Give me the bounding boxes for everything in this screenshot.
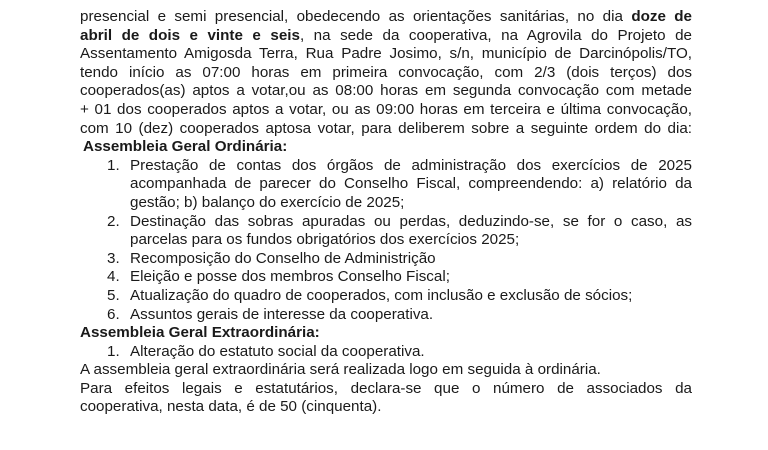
agenda-item-1-cont2: gestão; b) balanço do exercício de 2025; [130,193,405,211]
agenda-item-1-cont: acompanhada de parecer do Conselho Fiscal, compreendendo: a) relatório da [130,175,692,193]
extraordinaria-heading: Assembleia Geral Extraordinária: [80,324,320,342]
item-number: 6. [107,305,120,323]
intro-line-3: Assentamento Amigosda Terra, Rua Padre Josimo, s/n, município de Darcinópolis/TO, [80,45,692,63]
item-number: 4. [107,268,120,286]
intro-line-4: tendo início as 07:00 horas em primeira convocação, com 2/3 (dois terços) dos [80,63,692,81]
item-number: 1. [107,342,120,360]
agenda-item-3: 3. Recomposição do Conselho de Administrição [107,249,436,267]
item-number: 1. [107,156,120,174]
intro-line-7: com 10 (dez) cooperados aptosa votar, para deliberem sobre a seguinte ordem do dia: [80,119,692,137]
agenda-item-4: 4. Eleição e posse dos membros Conselho Fiscal; [107,268,450,286]
intro-line-5: cooperados(as) aptos a votar,ou as 08:00 horas em segunda convocação com metade [80,82,692,100]
closing-line-1: A assembleia geral extraordinária será realizada logo em seguida à ordinária. [80,361,601,379]
item-number: 3. [107,249,120,267]
agenda-item-6: 6. Assuntos gerais de interesse da cooperativa. [107,305,434,323]
agenda-item-1: 1. Prestação de contas dos órgãos de administração dos exercícios de 2025 [107,156,692,174]
extra-item-1: 1. Alteração do estatuto social da cooperativa. [107,342,425,360]
intro-line-1: presencial e semi presencial, obedecendo as orientações sanitárias, no dia doze de [80,8,692,25]
agenda-item-2: 2. Destinação das sobras apuradas ou perdas, deduzindo-se, se for o caso, as [107,212,692,230]
document-page [80,8,692,417]
item-number: 2. [107,212,120,230]
item-number: 5. [107,286,120,304]
closing-line-2: Para efeitos legais e estatutários, declara-se que o número de associados da [80,379,692,397]
ordinaria-heading: Assembleia Geral Ordinária: [83,138,288,156]
agenda-item-2-cont: parcelas para os fundos obrigatórios dos exercícios 2025; [130,231,520,249]
intro-line-2: abril de dois e vinte e seis, na sede da cooperativa, na Agrovila do Projeto de [80,26,692,44]
agenda-item-5: 5. Atualização do quadro de cooperados, com inclusão e exclusão de sócios; [107,286,633,304]
closing-line-3: cooperativa, nesta data, é de 50 (cinquenta). [80,398,382,416]
intro-line-6: + 01 dos cooperados aptos a votar, ou as 09:00 horas em terceira e última convocação, [80,100,692,118]
